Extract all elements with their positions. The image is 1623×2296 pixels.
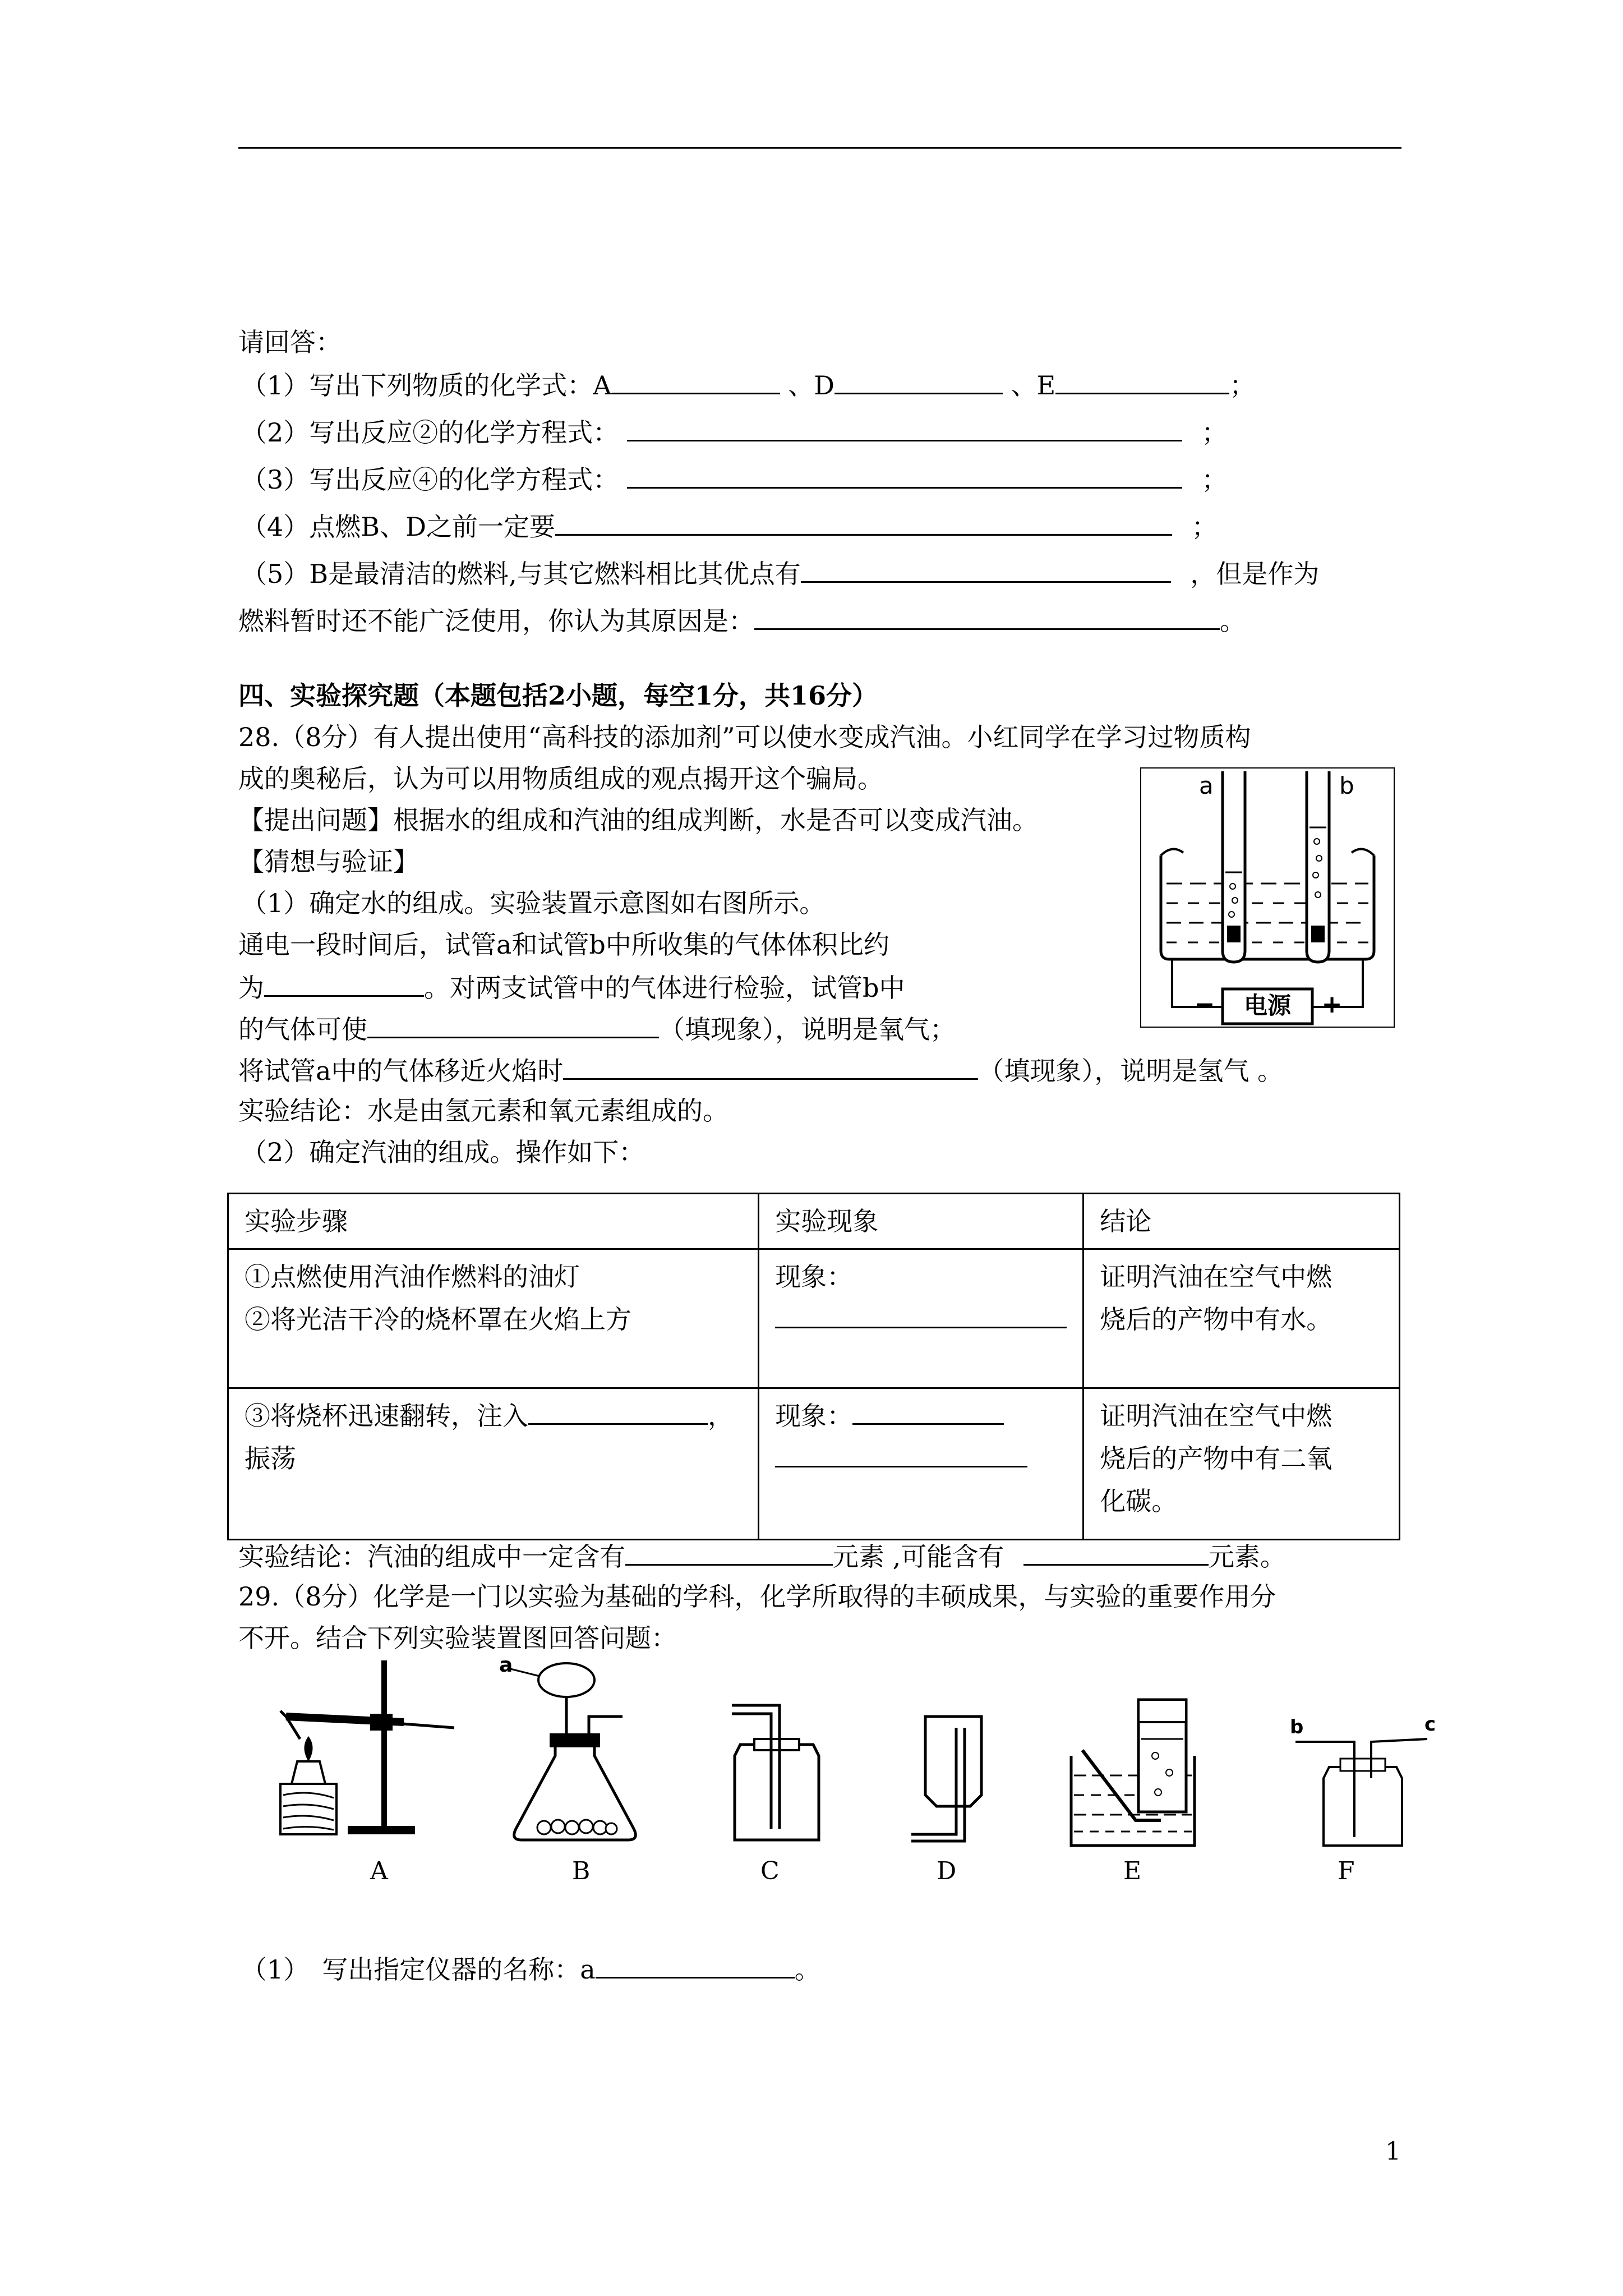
experiment-table (227, 1193, 1400, 1540)
answer-blank-certain-elements[interactable] (625, 1538, 833, 1566)
answer-blank-reaction-4[interactable] (627, 461, 1182, 489)
q27-line-4: （4）点燃B、D之前一定要 ； (241, 508, 1218, 544)
answer-blank-instrument-a[interactable] (596, 1951, 795, 1978)
table-row (228, 1388, 1400, 1540)
figure-label-d: D (937, 1857, 957, 1885)
phenomenon-cell: 现象： (759, 1249, 1083, 1388)
q29-question-1: （1） 写出指定仪器的名称：a 。 (241, 1951, 820, 1986)
electrolysis-apparatus (1138, 766, 1396, 1029)
answer-blank-a[interactable] (612, 367, 780, 394)
q28-line-4: 【猜想与验证】 (238, 846, 419, 877)
label-small-c: c (1424, 1713, 1436, 1736)
answer-blank-hydrogen-phenomenon[interactable] (563, 1052, 978, 1080)
conclusion-cell: 证明汽油在空气中燃 烧后的产物中有水。 (1083, 1249, 1400, 1388)
water-trough (1161, 855, 1374, 959)
apparatus-f-gas-bottle (1290, 1694, 1436, 1851)
figure-label-e: E (1123, 1857, 1142, 1885)
q27-line-5: （5）B是最清洁的燃料,与其它燃料相比其优点有 ，但是作为 (241, 555, 1319, 591)
apparatus-e-water-collection (1066, 1694, 1200, 1851)
table-header-row (228, 1194, 1400, 1249)
step-cell: ①点燃使用汽油作燃料的油灯 ②将光洁干冷的烧杯罩在火焰上方 (228, 1249, 759, 1388)
answer-blank-possible-elements[interactable] (1023, 1538, 1209, 1566)
q28-line-8: 的气体可使 （填现象），说明是氧气； (238, 1011, 956, 1046)
q27-line-2: （2）写出反应②的化学方程式： ； (241, 414, 1228, 449)
q28-line-7: 为 。对两支试管中的气体进行检验，试管b中 (238, 969, 905, 1005)
header-rule (238, 147, 1401, 149)
q28-line-1: 28.（8分）有人提出使用“高科技的添加剂”可以使水变成汽油。小红同学在学习过物质构 (238, 722, 1251, 752)
plus-sign: + (1321, 990, 1343, 1019)
q27-intro: 请回答： (238, 327, 342, 357)
answer-blank-d[interactable] (834, 367, 1003, 394)
apparatus-a-heating-setup (275, 1655, 460, 1840)
q28-line-3: 【提出问题】根据水的组成和汽油的组成判断，水是否可以变成汽油。 (238, 805, 1038, 835)
answer-blank-phenomenon-2a[interactable] (852, 1397, 1004, 1425)
figure-label-a: A (370, 1857, 388, 1885)
apparatus-c-collection-bottle (723, 1700, 830, 1846)
apparatus-d-inverted-bottle (909, 1711, 993, 1846)
electrode-b (1311, 926, 1325, 942)
conclusion-cell: 证明汽油在空气中燃 烧后的产物中有二氧 化碳。 (1083, 1388, 1400, 1540)
q27-line-3: （3）写出反应④的化学方程式： ； (241, 461, 1228, 496)
answer-blank-advantage[interactable] (801, 555, 1171, 583)
q27-line-1: （1）写出下列物质的化学式：A 、D 、E ； (241, 367, 1255, 402)
header-phenomenon: 实验现象 (759, 1194, 1083, 1249)
label-small-a: a (499, 1654, 513, 1677)
q29-line-2: 不开。结合下列实验装置图回答问题： (238, 1623, 677, 1653)
answer-blank-volume-ratio[interactable] (264, 969, 424, 997)
power-label: 电源 (1243, 992, 1292, 1019)
table-row (228, 1249, 1400, 1388)
q28-line-9: 将试管a中的气体移近火焰时 （填现象），说明是氢气 。 (238, 1052, 1283, 1088)
answer-blank-phenomenon-1[interactable] (775, 1301, 1067, 1328)
label-tube-b: b (1339, 772, 1354, 799)
section-title: 四、实验探究题（本题包括2小题，每空1分，共16分） (238, 680, 878, 711)
header-steps: 实验步骤 (228, 1194, 759, 1249)
phenomenon-cell: 现象： (759, 1388, 1083, 1540)
q28-line-11: （2）确定汽油的组成。操作如下： (241, 1137, 645, 1167)
answer-blank-reagent[interactable] (528, 1397, 708, 1425)
q28-line-6: 通电一段时间后，试管a和试管b中所收集的气体体积比约 (238, 930, 889, 960)
minus-sign: − (1194, 990, 1215, 1019)
answer-blank-e[interactable] (1055, 367, 1229, 394)
answer-blank-before-ignite[interactable] (555, 508, 1172, 536)
q28-line-2: 成的奥秘后，认为可以用物质组成的观点揭开这个骗局。 (238, 763, 883, 794)
q28-line-10: 实验结论：水是由氢元素和氧元素组成的。 (238, 1096, 728, 1126)
figure-label-f: F (1338, 1857, 1355, 1885)
header-conclusion: 结论 (1083, 1194, 1400, 1249)
step-cell: ③将烧杯迅速翻转，注入 ， 振荡 (228, 1388, 759, 1540)
answer-blank-oxygen-phenomenon[interactable] (367, 1011, 659, 1038)
answer-blank-phenomenon-2b[interactable] (775, 1440, 1027, 1467)
electrode-a (1227, 926, 1241, 942)
figure-label-c: C (760, 1857, 780, 1885)
q29-line-1: 29.（8分）化学是一门以实验为基础的学科，化学所取得的丰硕成果，与实验的重要作用分 (238, 1581, 1276, 1612)
q28-conclusion: 实验结论：汽油的组成中一定含有 元素 ,可能含有 元素。 (238, 1538, 1286, 1573)
answer-blank-reaction-2[interactable] (627, 414, 1182, 441)
figure-label-b: B (572, 1857, 591, 1885)
label-tube-a: a (1199, 772, 1214, 799)
q27-line-6: 燃料暂时还不能广泛使用，你认为其原因是： 。 (238, 602, 1246, 638)
page-number: 1 (1385, 2137, 1401, 2166)
apparatus-b-flask-funnel (494, 1644, 662, 1851)
answer-blank-reason[interactable] (754, 602, 1220, 630)
q28-line-5: （1）确定水的组成。实验装置示意图如右图所示。 (241, 888, 826, 918)
label-small-b: b (1290, 1716, 1304, 1738)
